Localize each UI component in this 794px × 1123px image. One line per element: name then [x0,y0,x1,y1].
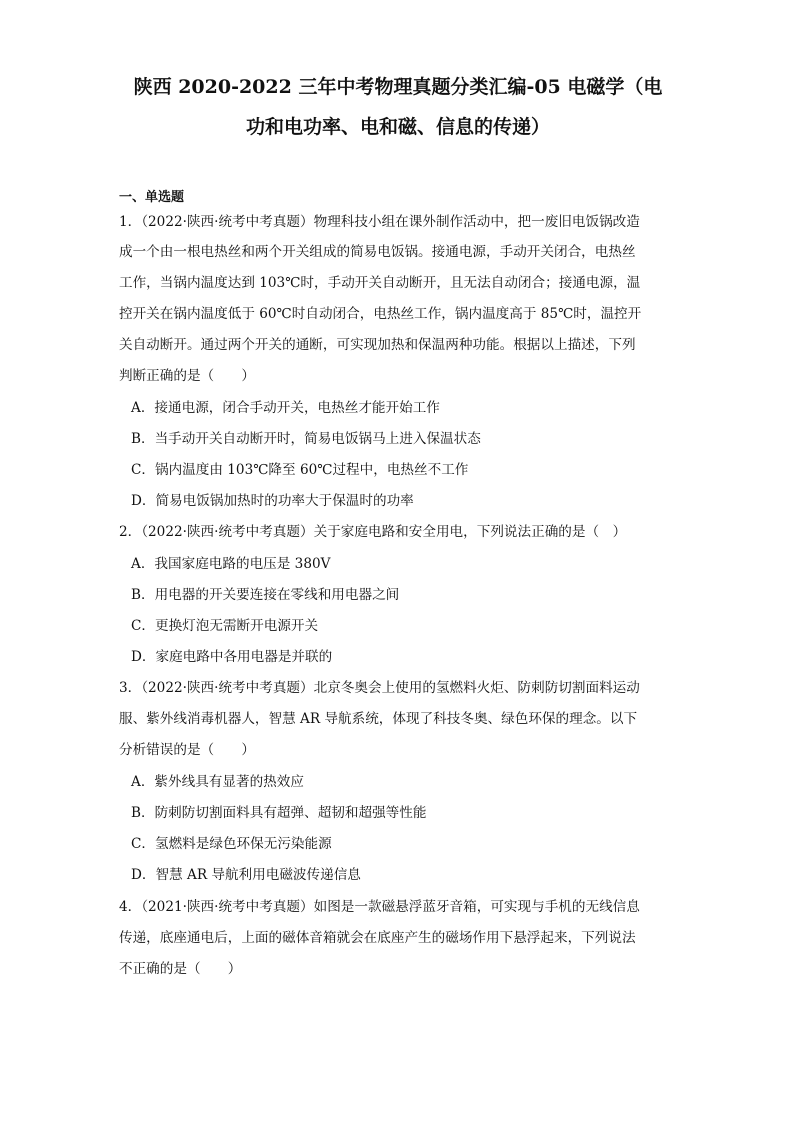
question-2-option-d: D．家庭电路中各用电器是并联的 [131,649,333,665]
question-1-line-6: 判断正确的是（ ） [119,368,255,384]
question-1-option-d: D．简易电饭锅加热时的功率大于保温时的功率 [131,493,414,509]
question-1-option-b: B．当手动开关自动断开时，简易电饭锅马上进入保温状态 [131,431,481,447]
question-4-line-2: 传递，底座通电后，上面的磁体音箱就会在底座产生的磁场作用下悬浮起来，下列说法 [119,930,636,946]
question-1-line-2: 成一个由一根电热丝和两个开关组成的简易电饭锅。接通电源，手动开关闭合，电热丝 [119,244,636,260]
question-3-option-a: A．紫外线具有显著的热效应 [131,774,304,790]
question-3-line-1: 3．（2022·陕西·统考中考真题）北京冬奥会上使用的氢燃料火炬、防刺防切割面料运动 [119,680,640,696]
question-2-line-1: 2．（2022·陕西·统考中考真题）关于家庭电路和安全用电，下列说法正确的是（ ） [119,524,627,540]
question-1-option-c: C．锅内温度由 103℃降至 60℃过程中，电热丝不工作 [131,462,469,478]
question-3-line-3: 分析错误的是（ ） [119,742,255,758]
question-3-line-2: 服、紫外线消毒机器人，智慧 AR 导航系统，体现了科技冬奥、绿色环保的理念。以下 [119,711,638,727]
question-4-line-3: 不正确的是（ ） [119,961,242,977]
document-title-line-1: 陕西 2020-2022 三年中考物理真题分类汇编-05 电磁学（电 [133,76,663,98]
question-2-option-a: A．我国家庭电路的电压是 380V [131,556,331,572]
question-1-line-1: 1．（2022·陕西·统考中考真题）物理科技小组在课外制作活动中，把一废旧电饭锅改造 [119,214,640,230]
question-3-option-c: C．氢燃料是绿色环保无污染能源 [131,836,332,852]
question-1-line-5: 关自动断开。通过两个开关的通断，可实现加热和保温两种功能。根据以上描述，下列 [119,337,636,353]
section-heading: 一、单选题 [119,190,185,205]
question-3-option-b: B．防刺防切割面料具有超弹、超韧和超强等性能 [131,805,427,821]
question-1-option-a: A．接通电源，闭合手动开关，电热丝才能开始工作 [131,400,440,416]
question-3-option-d: D．智慧 AR 导航利用电磁波传递信息 [131,867,361,883]
question-4-line-1: 4．（2021·陕西·统考中考真题）如图是一款磁悬浮蓝牙音箱，可实现与手机的无线信息 [119,899,640,915]
question-1-line-3: 工作，当锅内温度达到 103℃时，手动开关自动断开，且无法自动闭合；接通电源，温 [119,275,641,291]
question-2-option-b: B．用电器的开关要连接在零线和用电器之间 [131,587,400,603]
document-title-line-2: 功和电功率、电和磁、信息的传递） [245,116,550,138]
question-2-option-c: C．更换灯泡无需断开电源开关 [131,618,319,634]
question-1-line-4: 控开关在锅内温度低于 60℃时自动闭合，电热丝工作，锅内温度高于 85℃时，温控开 [119,306,642,322]
